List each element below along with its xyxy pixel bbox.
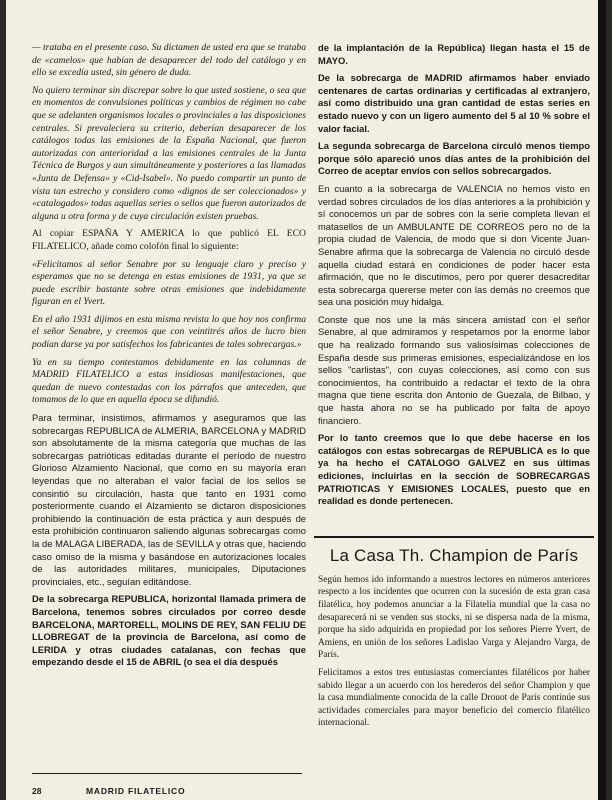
magazine-name: MADRID FILATELICO <box>86 786 186 796</box>
right-column <box>318 42 590 735</box>
box-paragraph: Según hemos ido informando a nuestros lectores en números anteriores respecto a los incidentes que ocurren con la sucesión de esta gran casa filatélica, hoy podemos anunciar a la Filatelia mundial que la casa no desaparecerá ni se venden sus stocks, ni se dispersa nada de la misma, porque ha sido adquirida en propiedad por los señores Pierre Yvert, de Amiens, en unión de los señores Ladislao Varga y Alejandro Varga, de París. <box>318 574 590 661</box>
box-paragraph: Felicitamos a estos tres entusiastas comerciantes filatélicos por haber sabido llegar a un acuerdo con los herederos del señor Champion y que la casa mundialmente conocida de la calle Drouot de París continúe sus actividades comerciales para mayor beneficio del comercio filatélico internacional. <box>318 667 590 729</box>
box-top-rule <box>314 536 594 538</box>
paragraph: — trataba en el presente caso. Su dictamen de usted era que se trataba de «camelos» que habían de desaparecer del todo del catálogo y en ello se excedía usted, sin género de duda. <box>32 42 306 79</box>
paragraph: de la implantación de la República) llegan hasta el 15 de MAYO. <box>318 42 590 66</box>
binding-edge <box>598 0 606 800</box>
paragraph: Al copiar ESPAÑA Y AMERICA lo que publicó EL ECO FILATELICO, añade como colofón final lo siguiente: <box>32 228 306 252</box>
paragraph: Por lo tanto creemos que lo que debe hacerse en los catálogos con estas sobrecargas de REPUBLICA es lo que ya ha hecho el CATALOGO GALVEZ en sus últimas ediciones, incluirlas en la sección de SOBRECARGAS PATRIOTICAS Y EMISIONES LOCALES, puesto que en realidad es donde pertenecen. <box>318 432 590 507</box>
paragraph: «Felicitamos al señor Senabre por su lenguaje claro y preciso y esperamos que no se detenga en estas emisiones de 1931, ya que se puede escribir bastante sobre otras emisiones que indebidamente figuran en el Yvert. <box>32 258 306 308</box>
paragraph: Para terminar, insistimos, afirmamos y aseguramos que las sobrecargas REPUBLICA de ALMERIA, BARCELONA y MADRID son absolutamente de la misma categoría que muchas de las sobrecargas patrióticas editadas durante el período de nuestro Glorioso Alzamiento Nacional, que como en su mayoría eran leyendas que no alteraban el valor facial de los sellos se consintió su circulación, hasta que tanto en 1931 como posteriormente cuando el Alzamiento se dictaron disposiciones prohibiendo la continuación de esta práctica y aun después de esta prohibición continuaron saliendo algunas sobrecargas como la de MALAGA LIBERADA, las de SEVILLA y otras que, haciendo caso omiso de la misma y basándose en autorizaciones locales de las autoridades militares, municipales, Diputaciones provinciales, etc., seguían editándose. <box>32 412 306 587</box>
box-title: La Casa Th. Champion de París <box>329 545 579 565</box>
paragraph: En cuanto a la sobrecarga de VALENCIA no hemos visto en verdad sobres circulados de los días anteriores a la prohibición y sí conocemos un par de sobres con la serie completa llevan el matasellos de un AMBULANTE DE CORREOS pero no de la propia ciudad de Valencia, de modo que si don Vicente Juan-Senabre afirma que la sobrecarga de Valencia no circuló desde aquella ciudad estará en condiciones de poder hacer esta afirmación, que no le discutimos, pero por querer desacreditar esta sobrecarga quererse meter con las demás no creemos que sea una posición muy hidalga. <box>318 182 590 308</box>
paragraph: En el año 1931 dijimos en esta misma revista lo que hoy nos confirma el señor Senabre, y creemos que con veintitrés años de lucro bien podían darse ya por satisfechos los fabricantes de tales sobrecargas.» <box>32 313 306 351</box>
paragraph: De la sobrecarga REPUBLICA, horizontal llamada primera de Barcelona, tenemos sobres circulados por correo desde BARCELONA, MARTORELL, MOLINS DE REY, SAN FELIU DE LLOBREGAT de la provincia de Barcelona, así como de LERIDA y otras ciudades catalanas, con fechas que empezando desde el 15 de ABRIL (o sea el día después <box>32 593 306 668</box>
page-number: 28 <box>32 786 42 796</box>
news-box <box>318 532 590 730</box>
paragraph: De la sobrecarga de MADRID afirmamos haber enviado centenares de cartas ordinarias y certificadas al extranjero, así como distribuido una gran cantidad de estas series en estado nuevo y con un ligero aumento del 5 al 10 % sobre el valor facial. <box>318 72 590 134</box>
footer-rule <box>32 773 302 774</box>
left-column <box>32 42 306 674</box>
paragraph: No quiero terminar sin discrepar sobre lo que usted sostiene, o sea que en momentos de convulsiones políticas y cambios de régimen no cabe que se adelanten organismos locales o provinciales a las disposiciones centrales. Si prevaleciera su criterio, deberían desaparecer de los catálogos todas las emisiones de la España Nacional, que fueron autorizadas con anterioridad a las emisiones centrales de la Junta Técnica de Burgos y aun simultáneamente y posteriores a las llamadas «Junta de Defensa» y «Cid-Isabel». No puedo compartir un punto de vista tan estrecho y considero como «dignos de ser coleccionados» y «catalogados» todas aquellas series o sellos que fueron autorizados de alguna u otra forma y de cuya circulación existen pruebas. <box>32 84 306 222</box>
paragraph: Ya en su tiempo contestamos debidamente en las columnas de MADRID FILATELICO a estas insidiosas manifestaciones, que quedan de nuevo contestadas con los párrafos que anteceden, que tomamos de lo que en aquella época se difundió. <box>32 356 306 406</box>
magazine-page <box>6 0 606 800</box>
paragraph: La segunda sobrecarga de Barcelona circuló menos tiempo porque sólo apareció unos días antes de la prohibición del Correo de aceptar envíos con sellos sobrecargados. <box>318 140 590 177</box>
paragraph: Conste que nos une la más sincera amistad con el señor Senabre, al que admiramos y respetamos por la enorme labor que ha realizado formando sus valiosísimas colecciones de España desde sus primeras emisiones, especializándose en los sellos "carlistas", con cuyas colecciones, así como con sus conocimientos, ha contribuido a redactar el texto de la obra magna que tiene escrita don Antonio de Guezala, de Bilbao, y que hasta ahora no se ha publicado por falta de apoyo financiero. <box>318 313 590 426</box>
